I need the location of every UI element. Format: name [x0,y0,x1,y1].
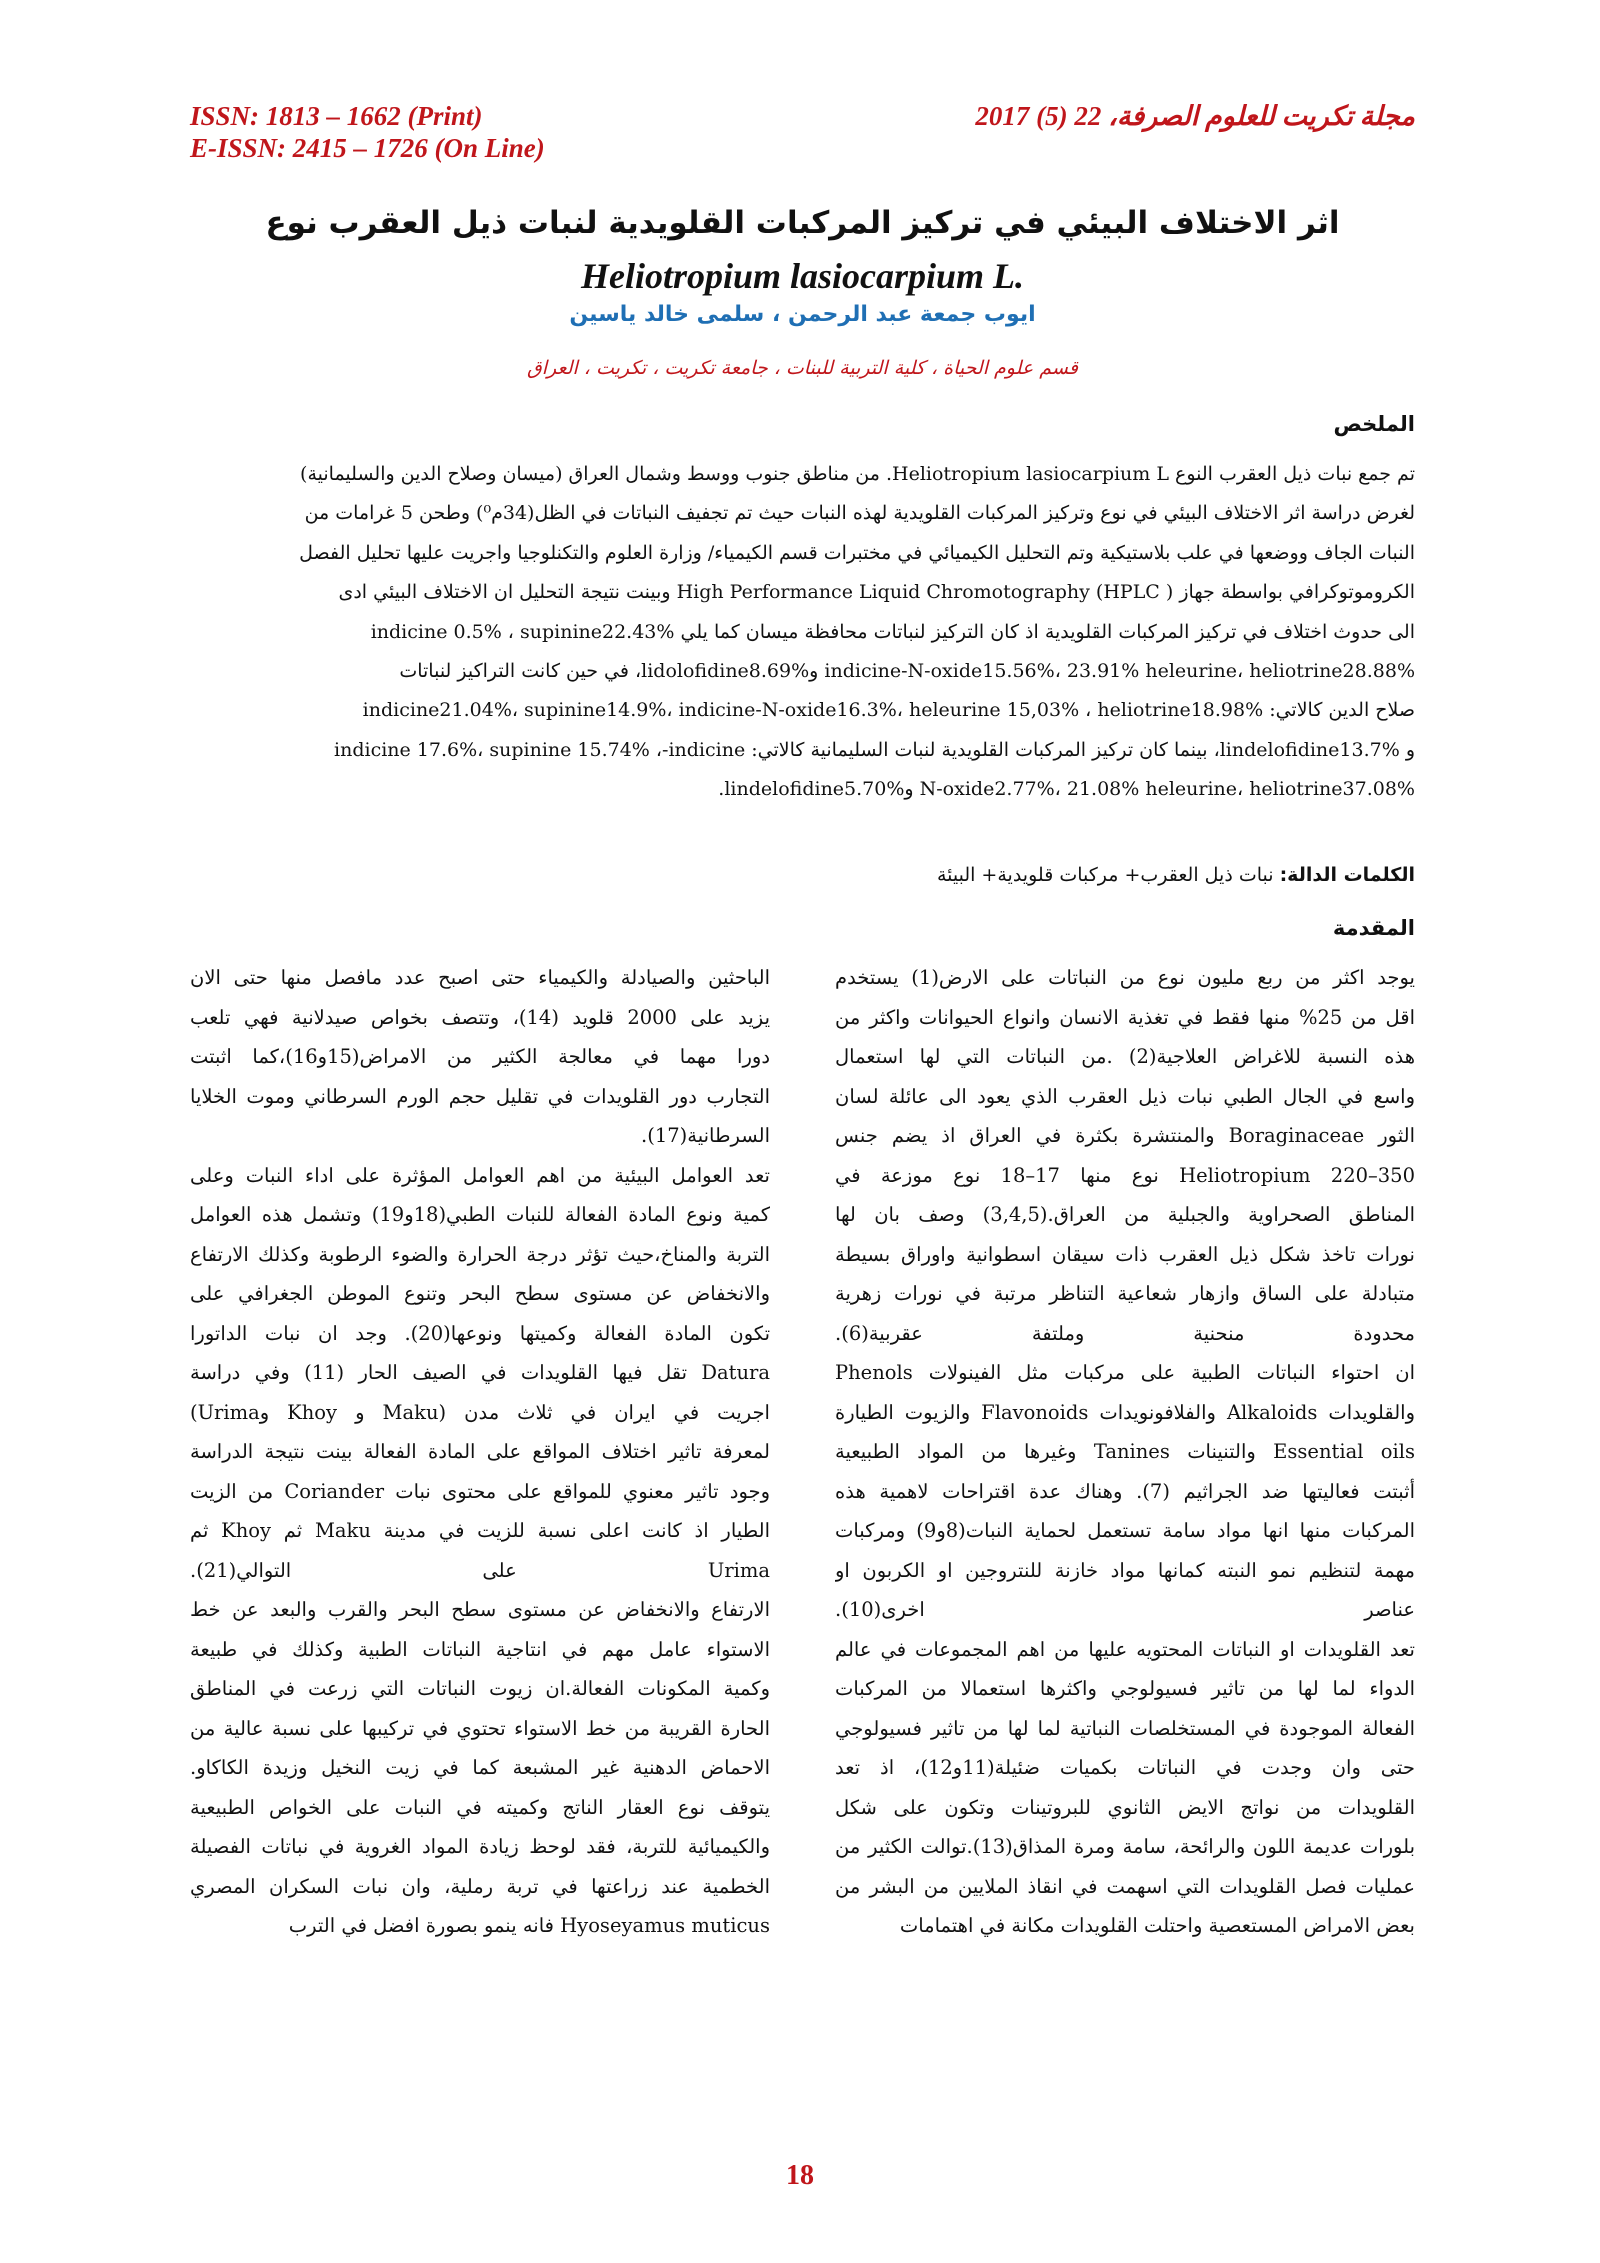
affiliation: قسم علوم الحياة ، كلية التربية للبنات ، جامعة تكريت ، تكريت ، العراق [527,357,1078,379]
intro-line: Datura تقل فيها القلويدات في الصيف الحار (11) وفي دراسة [190,1361,770,1384]
intro-line: الاحماض الدهنية غير المشبعة كما في زيت النخيل وزيدة الكاكاو. [190,1756,770,1779]
intro-line: الفعالة الموجودة في المستخلصات النباتية لما لها من تاثير فسيولوجي [835,1716,1415,1740]
intro-line: Essential oils والتنينات Tanines وغيرها من المواد الطبيعية [835,1440,1415,1463]
paper-title: اثر الاختلاف البيئي في تركيز المركبات القلويدية لنبات ذيل العقرب نوع [265,205,1340,241]
intro-column-left [190,958,770,1946]
authors: ايوب جمعة عبد الرحمن ، سلمى خالد ياسين [569,302,1036,327]
intro-line: الاستواء عامل مهم في انتاجية النباتات الطبية وكذلك في طبيعة [190,1637,770,1661]
abstract-line: تم جمع نبات ذيل العقرب النوع Heliotropium lasiocarpium L. من مناطق جنوب ووسط وشمال العراق (ميسان وصلاح الدين والسليمانية) [300,463,1415,485]
abstract-line: الكروموتوكرافي بواسطة جهاز High Performance Liquid Chromotography (HPLC ) وبينت نتيجة التحليل ان الاختلاف البيئي ادى [338,581,1415,604]
abstract-line: النبات الجاف ووضعها في علب بلاستيكية وتم التحليل الكيميائي في مختبرات قسم الكيمياء/ وزارة العلوم والتكنلوجيا واجريت عليها تحليل الفصل [299,541,1415,564]
intro-line: متبادلة على الساق وازهار شعاعية التناظر مرتبة في نورات زهرية [835,1282,1415,1305]
intro-line: الثور Boraginaceae والمنتشرة بكثرة في العراق اذ يضم جنس [835,1124,1415,1147]
intro-line: نورات تاخذ شكل ذيل العقرب ذات سيقان اسطوانية واوراق بسيطة [835,1242,1415,1266]
intro-line: الحارة القريبة من خط الاستواء تحتوي في تركيبها على نسبة عالية من [190,1716,770,1740]
intro-line: محدودة منحنية وملتفة عقربية(6). [835,1321,1415,1345]
intro-line: لمعرفة تاثير اختلاف المواقع على المادة الفعالة بينت نتيجة الدراسة [190,1440,770,1463]
abstract-line: صلاح الدين كالاتي: indicine21.04%، supinine14.9%، indicine-N-oxide16.3%، heleurine 15,03% ، heliotrine18.98% [362,699,1415,722]
intro-line: اجريت في ايران في ثلاث مدن (Maku و Khoy وUrima) [190,1400,770,1424]
abstract-line: الى حدوث اختلاف في تركيز المركبات القلويدية اذ كان التركيز لنباتات محافظة ميسان كما يلي indicine 0.5% ، supinine22.43% [370,620,1415,643]
intro-line: حتى وان وجدت في النباتات بكميات ضئيلة(11و12)، اذ تعد [835,1756,1415,1779]
intro-line: يتوقف نوع العقار الناتج وكميته في النبات على الخواص الطبيعية [190,1795,770,1819]
intro-line: Hyoseyamus muticus فانه ينمو بصورة افضل في الترب [288,1914,770,1937]
intro-line: التجارب دور القلويدات في تقليل حجم الورم السرطاني وموت الخلايا [190,1084,770,1108]
species-name: Heliotropium lasiocarpium L. [580,256,1025,296]
intro-line: وجود تاثير معنوي للمواقع على محتوى نبات Coriander من الزيت [190,1479,770,1503]
intro-line: تكون المادة الفعالة وكميتها ونوعها(20). وجد ان نبات الداتورا [190,1321,770,1345]
intro-line: والقلويدات Alkaloids والفلافونويدات Flavonoids والزيوت الطيارة [835,1400,1415,1424]
journal-citation: مجلة تكريت للعلوم الصرفة، 22 (5) 2017 [975,101,1415,131]
issn-online: E-ISSN: 2415 – 1726 (On Line) [190,133,545,163]
intro-line: واسع في الجال الطبي نبات ذيل العقرب الذي يعود الى عائلة لسان [835,1084,1415,1108]
intro-line: الباحثين والصيادلة والكيمياء حتى اصبح عدد مافصل منها حتى الان [190,966,770,989]
intro-line: بعض الامراض المستعصية واحتلت القلويدات مكانة في اهتمامات [899,1914,1415,1937]
intro-line: وكمية المكونات الفعالة.ان زيوت النباتات التي زرعت في المناطق [190,1677,770,1700]
intro-line: بلورات عديمة اللون والرائحة، سامة ومرة المذاق(13).توالت الكثير من [835,1835,1415,1858]
intro-line: تعد العوامل البيئية من اهم العوامل المؤثرة على اداء النبات وعلى [190,1163,770,1187]
intro-line: مهمة لتنظيم نمو النبته كمانها مواد خازنة للنتروجين او الكربون او [835,1558,1415,1582]
keywords [937,864,1415,886]
intro-line: يزيد على 2000 قلويد (14)، وتتصف بخواص صيدلانية فهي تلعب [190,1005,770,1029]
intro-line: الارتفاع والانخفاض عن مستوى سطح البحر والقرب والبعد عن خط [190,1598,770,1621]
intro-line: Urima على التوالي(21). [190,1558,770,1582]
keywords-label: الكلمات الدالة: [1279,864,1415,886]
intro-line: كمية ونوع المادة الفعالة للنبات الطبي(18و19) وتشمل هذه العوامل [190,1203,770,1226]
intro-line: التربة والمناخ،حيث تؤثر درجة الحرارة والضوء الرطوبة وكذلك الارتفاع [190,1242,770,1266]
abstract-line: N-oxide2.77%، 21.08% heleurine، heliotrine37.08% وlindelofidine5.70%. [718,778,1415,801]
intro-line: الطيار اذ كانت اعلى نسبة للزيت في مدينة Maku ثم Khoy ثم [190,1519,770,1542]
intro-line: دورا مهما في معالجة الكثير من الامراض(15و16)،كما اثبتت [190,1045,770,1068]
intro-line: الخطمية عند زراعتها في تربة رملية، وان نبات السكران المصري [190,1874,770,1898]
intro-line: اقل من 25% منها فقط في تغذية الانسان وانواع الحيوانات واكثر من [835,1005,1415,1029]
intro-line: ان احتواء النباتات الطبية على مركبات مثل الفينولات Phenols [835,1361,1415,1384]
intro-line: عناصر اخرى(10). [835,1598,1415,1621]
keywords-text: نبات ذيل العقرب+ مركبات قلويدية+ البيئة [936,864,1274,886]
page-number: 18 [786,2160,814,2191]
abstract-body [190,455,1415,810]
issn-block [190,100,545,164]
intro-line: السرطانية(17). [641,1124,770,1147]
abstract-line: indicine-N-oxide15.56%، 23.91% heleurine، heliotrine28.88% وlidolofidine8.69%، في حين كانت التراكيز لنباتات [399,659,1415,682]
issn-print: ISSN: 1813 – 1662 (Print) [190,101,483,131]
abstract-line: و lindelofidine13.7%، بينما كان تركيز المركبات القلويدية لنبات السليمانية كالاتي: indicine 17.6%، supinine 15.74% ،-indicine [334,738,1415,761]
intro-line: المناطق الصحراوية والجبلية من العراق.(3,4,5) وصف بان لها [835,1203,1415,1226]
abstract-heading: الملخص [1333,412,1415,436]
intro-line: والكيميائية للتربة، فقد لوحظ زيادة المواد الغروية في نباتات الفصيلة [190,1835,770,1858]
intro-line: يوجد اكثر من ربع مليون نوع من النباتات على الارض(1) يستخدم [835,966,1415,989]
intro-line: القلويدات من نواتج الايض الثانوي للبروتينات وتكون على شكل [835,1795,1415,1819]
intro-line: عمليات فصل القلويدات التي اسهمت في انقاذ الملايين من البشر من [835,1874,1415,1898]
intro-line: والانخفاض عن مستوى سطح البحر وتنوع الموطن الجغرافي على [190,1282,770,1305]
intro-line: أثبتت فعاليتها ضد الجراثيم (7). وهناك عدة اقتراحات لاهمية هذه [835,1479,1415,1503]
intro-line: Heliotropium 220–350 نوع منها 17–18 نوع موزعة في [835,1163,1415,1187]
intro-line: المركبات منها انها مواد سامة تستعمل لحماية النبات(8و9) ومركبات [835,1519,1415,1542]
intro-line: هذه النسبة للاغراض العلاجية(2) .من النباتات التي لها استعمال [835,1045,1415,1068]
intro-line: تعد القلويدات او النباتات المحتويه عليها من اهم المجموعات في عالم [835,1637,1415,1661]
intro-heading: المقدمة [1332,916,1415,940]
intro-column-right [835,958,1415,1946]
abstract-line: لغرض دراسة اثر الاختلاف البيئي في نوع وتركيز المركبات القلويدية لهذه النبات حيث تم تجفيف النباتات في الظل(34م⁰) وطحن 5 غرامات من [304,502,1415,525]
intro-line: الدواء لما لها من تاثير فسيولوجي واكثرها استعمالا من المركبات [835,1677,1415,1700]
